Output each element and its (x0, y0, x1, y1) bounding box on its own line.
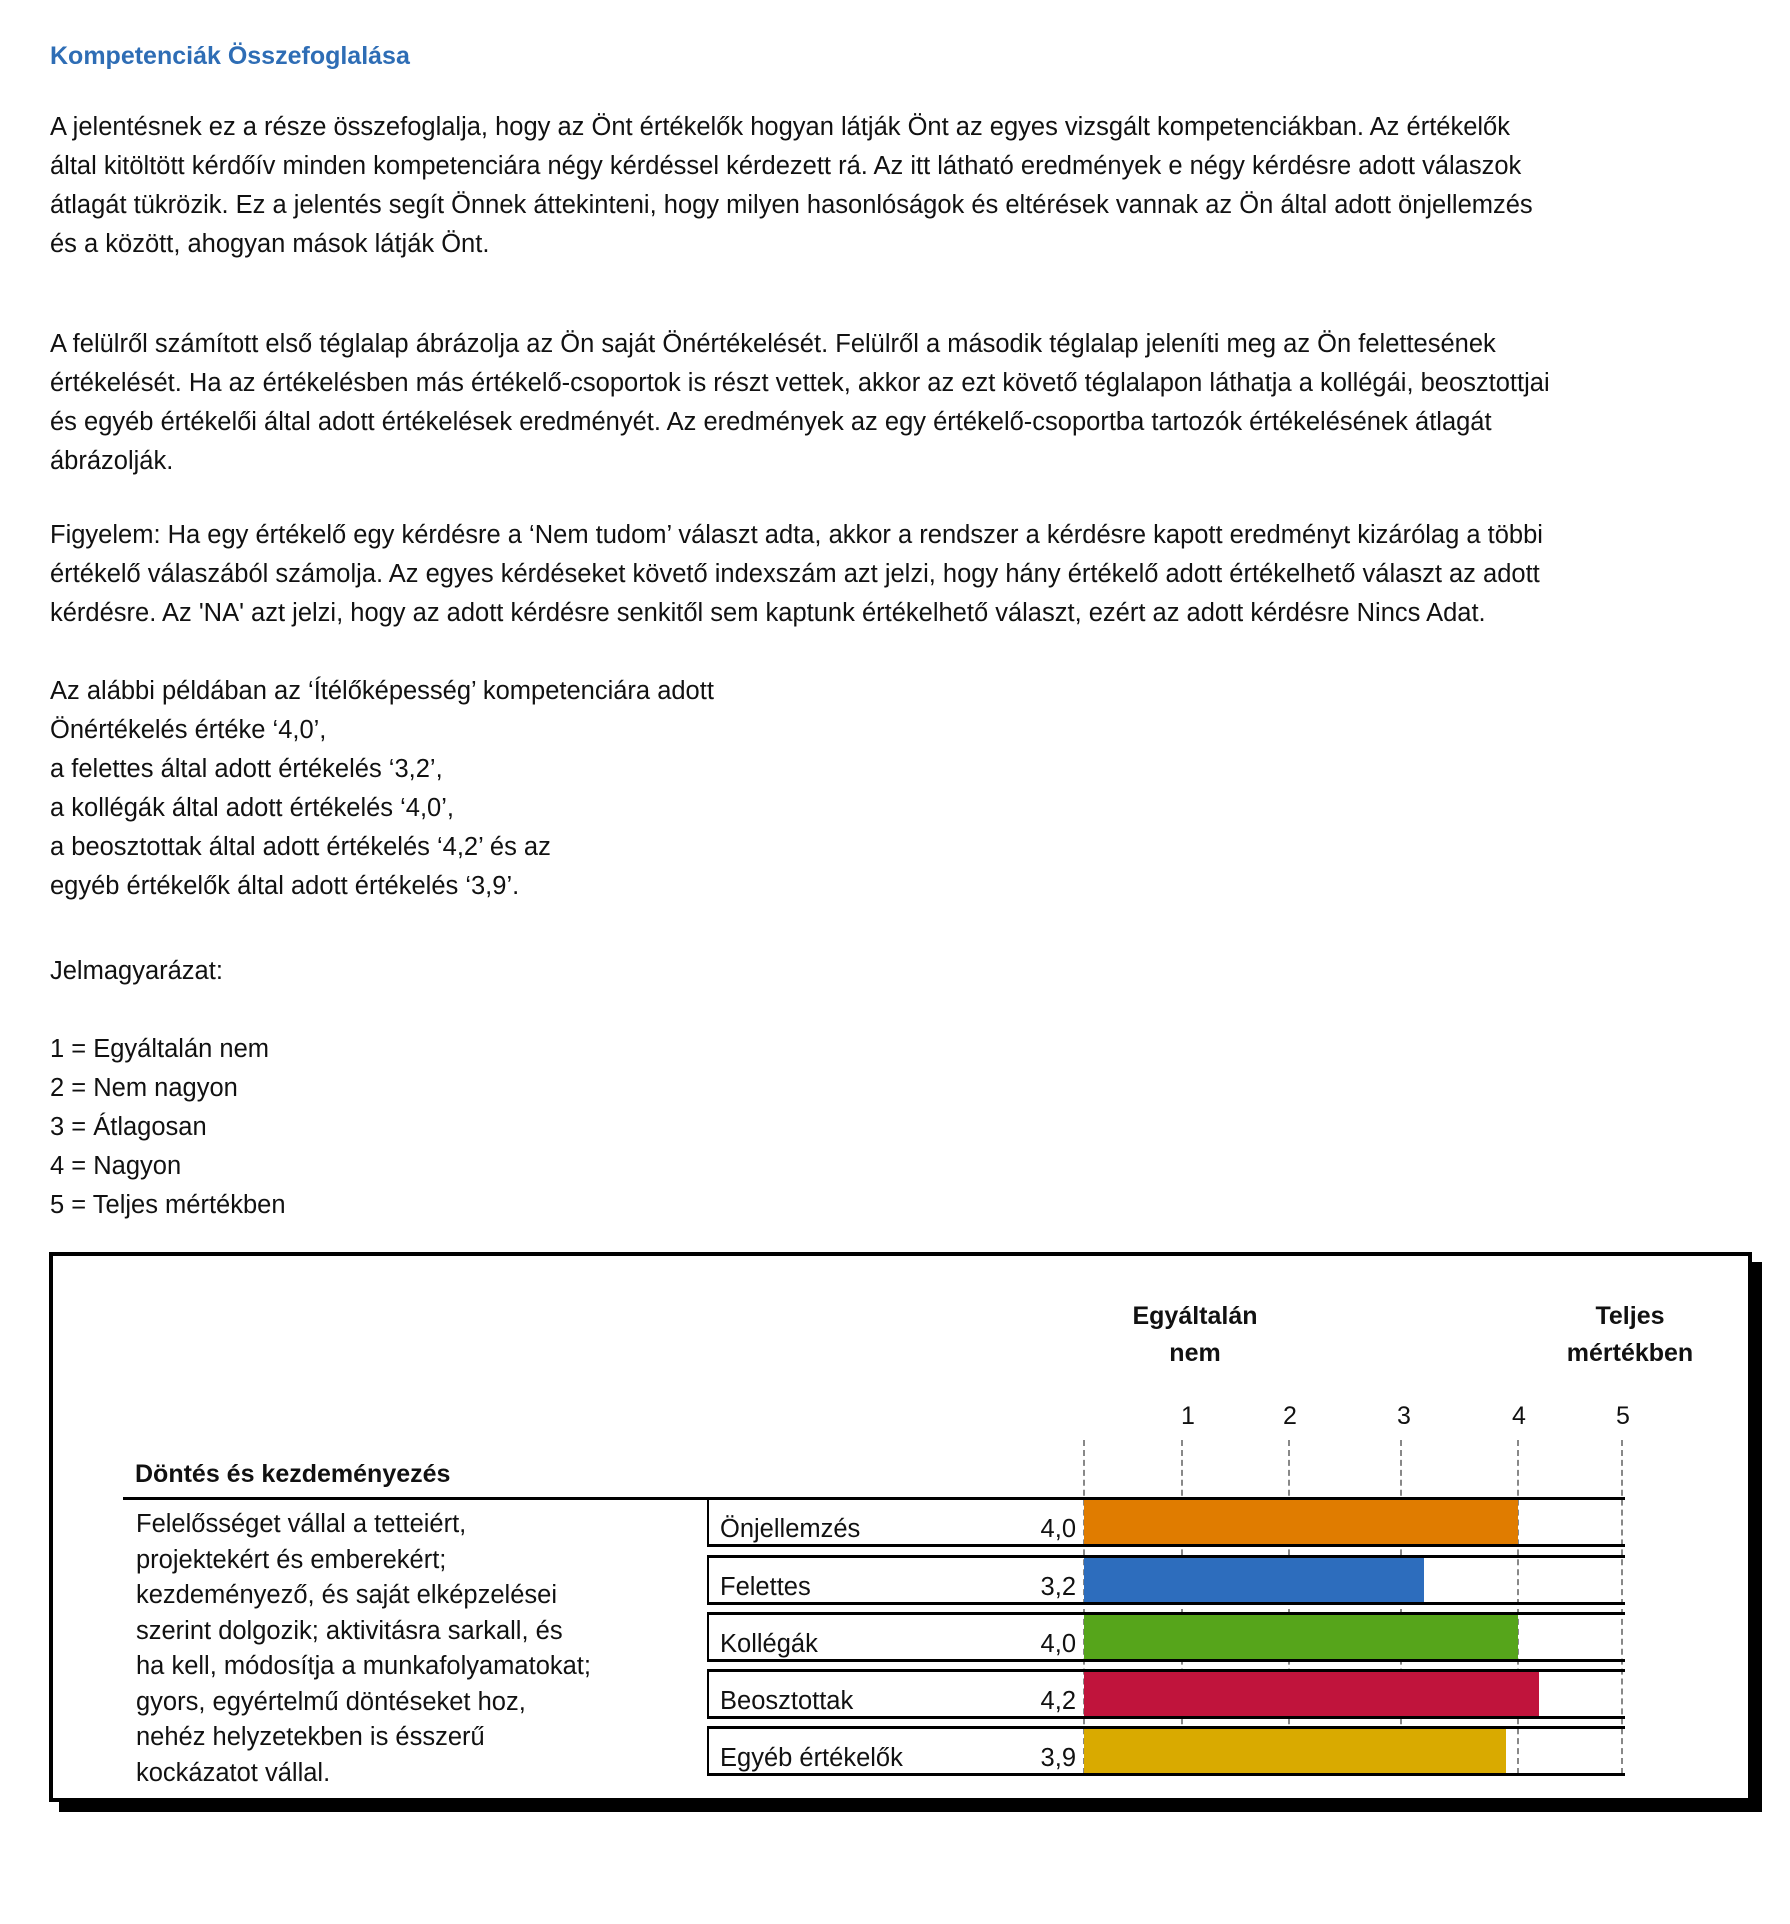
rating-row-others (707, 1726, 1625, 1776)
gridline-1 (1181, 1440, 1183, 1774)
scale-high-label-line2: mértékben (1566, 1339, 1694, 1367)
competency-description (136, 1507, 696, 1791)
text-line: egyéb értékelők által adott értékelés ‘3,9’. (50, 872, 520, 900)
description-line: kockázatot vállal. (136, 1758, 331, 1787)
rating-row-subordinates (707, 1669, 1625, 1719)
legend-item: 4 = Nagyon (50, 1152, 182, 1180)
page-title: Kompetenciák Összefoglalása (50, 42, 410, 70)
text-line: átlagát tükrözik. Ez a jelentés segít Önnek áttekinteni, hogy milyen hasonlóságok és eltérések vannak az Ön által adott önjellemzés (50, 191, 1533, 219)
description-line: gyors, egyértelmű döntéseket hoz, (136, 1687, 526, 1716)
scale-low-label-line2: nem (1169, 1339, 1221, 1367)
text-line: a felettes által adott értékelés ‘3,2’, (50, 755, 443, 783)
row-label: Kollégák (720, 1630, 818, 1658)
row-label: Beosztottak (720, 1687, 854, 1715)
row-label: Egyéb értékelők (720, 1744, 903, 1772)
scale-high-label (1530, 1298, 1730, 1372)
text-line: által kitöltött kérdőív minden kompetenciára négy kérdéssel kérdezett rá. Az itt látható eredmények e négy kérdésre adott válaszok (50, 152, 1522, 180)
description-line: Felelősséget vállal a tetteiért, (136, 1510, 467, 1538)
tick-5: 5 (1616, 1402, 1630, 1430)
legend-item: 1 = Egyáltalán nem (50, 1035, 270, 1063)
description-line: szerint dolgozik; aktivitásra sarkall, és (136, 1616, 563, 1645)
row-value: 3,2 (1040, 1573, 1076, 1601)
text-line: A felülről számított első téglalap ábrázolja az Ön saját Önértékelését. Felülről a második téglalap jeleníti meg az Ön felettesének (50, 330, 1496, 358)
text-line: értékelő válaszából számolja. Az egyes kérdéseket követő indexszám azt jelzi, hogy hány értékelő adott értékelhető választ az adott (50, 560, 1540, 588)
rating-row-manager (707, 1555, 1625, 1605)
text-line: kérdésre. Az 'NA' azt jelzi, hogy az adott kérdésre senkitől sem kaptunk értékelhető választ, ezért az adott kérdésre Nincs Adat. (50, 599, 1486, 627)
scale-high-label-line1: Teljes (1595, 1302, 1665, 1330)
text-line: és egyéb értékelői által adott értékelések eredményét. Az eredmények az egy értékelő-csoportba tartozók értékelésének átlagát (50, 408, 1492, 436)
text-line: A jelentésnek ez a része összefoglalja, hogy az Önt értékelők hogyan látják Önt az egyes vizsgált kompetenciákban. Az értékelők (50, 113, 1510, 141)
competency-chart (49, 1252, 1752, 1802)
text-line: Figyelem: Ha egy értékelő egy kérdésre a ‘Nem tudom’ választ adta, akkor a rendszer a kérdésre kapott eredményt kizárólag a többi (50, 521, 1543, 549)
legend-item: 3 = Átlagosan (50, 1113, 207, 1141)
description-line: kezdeményező, és saját elképzelései (136, 1581, 557, 1609)
row-value: 4,0 (1040, 1515, 1076, 1543)
gridline-2 (1288, 1440, 1290, 1774)
tick-4: 4 (1512, 1402, 1526, 1430)
rating-bar (1084, 1558, 1424, 1602)
description-line: projektekért és emberekért; (136, 1545, 447, 1574)
row-label: Felettes (720, 1573, 811, 1601)
row-value: 4,2 (1040, 1687, 1076, 1715)
text-line: Önértékelés értéke ‘4,0’, (50, 716, 327, 744)
rating-bar (1084, 1729, 1506, 1773)
rating-bar (1084, 1500, 1518, 1544)
tick-3: 3 (1397, 1402, 1411, 1430)
legend-item: 5 = Teljes mértékben (50, 1191, 286, 1219)
legend-item: 2 = Nem nagyon (50, 1074, 238, 1102)
text-line: a beosztottak által adott értékelés ‘4,2’ és az (50, 833, 551, 861)
text-line: Az alábbi példában az ‘Ítélőképesség’ kompetenciára adott (50, 677, 714, 705)
row-value: 4,0 (1040, 1630, 1076, 1658)
gridline-5 (1621, 1440, 1623, 1774)
gridline-3 (1400, 1440, 1402, 1774)
text-line: a kollégák által adott értékelés ‘4,0’, (50, 794, 454, 822)
text-line: értékelését. Ha az értékelésben más értékelő-csoportok is részt vettek, akkor az ezt követő téglalapon láthatja a kollégái, beosztottjai (50, 369, 1550, 397)
gridline-4 (1517, 1440, 1519, 1774)
row-value: 3,9 (1040, 1744, 1076, 1772)
gridline-0 (1083, 1440, 1085, 1774)
rating-bar (1084, 1672, 1539, 1716)
tick-1: 1 (1181, 1402, 1195, 1430)
rating-bar (1084, 1615, 1518, 1659)
section-title: Döntés és kezdeményezés (135, 1460, 451, 1488)
description-line: ha kell, módosítja a munkafolyamatokat; (136, 1652, 591, 1680)
text-line: és a között, ahogyan mások látják Önt. (50, 230, 490, 258)
text-line: ábrázolják. (50, 447, 174, 475)
tick-2: 2 (1283, 1402, 1297, 1430)
scale-low-label (1095, 1298, 1295, 1372)
description-line: nehéz helyzetekben is ésszerű (136, 1723, 485, 1751)
legend-title-text: Jelmagyarázat: (50, 957, 223, 985)
row-label: Önjellemzés (720, 1515, 861, 1543)
scale-low-label-line1: Egyáltalán (1132, 1302, 1258, 1330)
rating-row-colleagues (707, 1612, 1625, 1662)
rating-row-self (707, 1497, 1625, 1547)
